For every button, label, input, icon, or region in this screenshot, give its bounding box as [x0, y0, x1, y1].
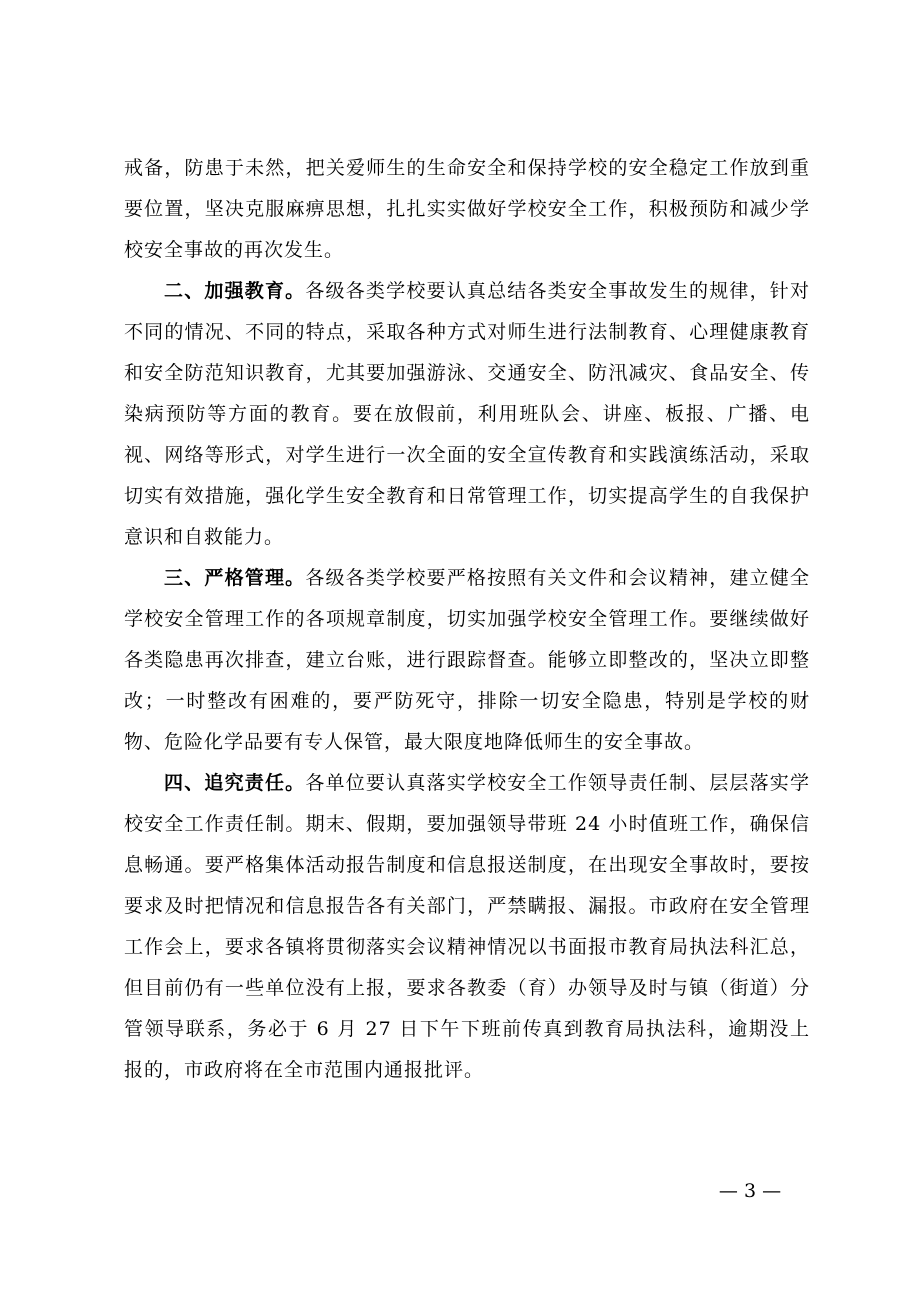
- paragraph-text: 戒备，防患于未然，把关爱师生的生命安全和保持学校的安全稳定工作放到重要位置，坚决克服麻痹思想，扎扎实实做好学校安全工作，积极预防和减少学校安全事故的再次发生。: [124, 157, 810, 261]
- paragraph-text: 各级各类学校要严格按照有关文件和会议精神，建立健全学校安全管理工作的各项规章制度，切实加强学校安全管理工作。要继续做好各类隐患再次排查，建立台账，进行跟踪督查。能够立即整改的，坚决立即整改；一时整改有困难的，要严防死守，排除一切安全隐患，特别是学校的财物、危险化学品要有专人保管，最大限度地降低师生的安全事故。: [124, 567, 810, 753]
- page-number: — 3 —: [718, 1180, 782, 1202]
- paragraph-accountability: [124, 763, 810, 1091]
- body-text: [124, 148, 810, 1091]
- paragraph-strict-management: [124, 558, 810, 763]
- paragraph-strengthen-education: [124, 271, 810, 558]
- paragraph-text: 各单位要认真落实学校安全工作领导责任制、层层落实学校安全工作责任制。期末、假期，要加强领导带班 24 小时值班工作，确保信息畅通。要严格集体活动报告制度和信息报送制度，在出现安全事故时，要按要求及时把情况和信息报告各有关部门，严禁瞒报、漏报。市政府在安全管理工作会上，要求各镇将贯彻落实会议精神情况以书面报市教育局执法科汇总，但目前仍有一些单位没有上报，要求各教委（育）办领导及时与镇（街道）分管领导联系，务必于 6 月 27 日下午下班前传真到教育局执法科，逾期没上报的，市政府将在全市范围内通报批评。: [124, 772, 810, 1081]
- paragraph-continued: [124, 148, 810, 271]
- section-heading: 四、追究责任。: [164, 772, 306, 794]
- section-heading: 二、加强教育。: [164, 280, 306, 302]
- paragraph-text: 各级各类学校要认真总结各类安全事故发生的规律，针对不同的情况、不同的特点，采取各种方式对师生进行法制教育、心理健康教育和安全防范知识教育，尤其要加强游泳、交通安全、防汛减灾、食品安全、传染病预防等方面的教育。要在放假前，利用班队会、讲座、板报、广播、电视、网络等形式，对学生进行一次全面的安全宣传教育和实践演练活动，采取切实有效措施，强化学生安全教育和日常管理工作，切实提高学生的自我保护意识和自救能力。: [124, 280, 810, 548]
- section-heading: 三、严格管理。: [164, 567, 306, 589]
